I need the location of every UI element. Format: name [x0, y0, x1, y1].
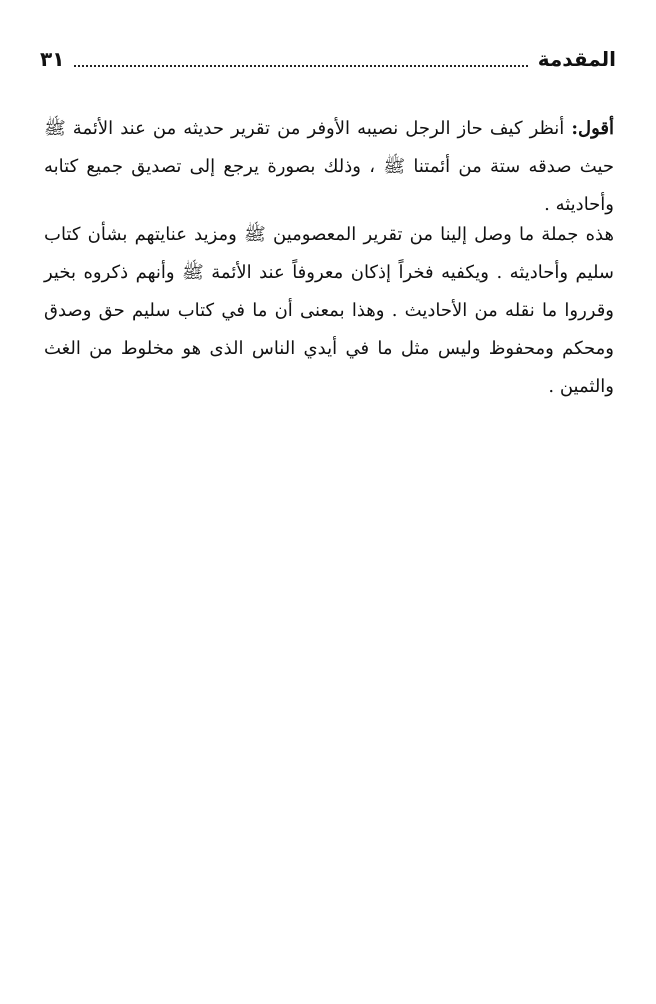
paragraph-1-text: أنظر كيف حاز الرجل نصيبه الأوفر من تقرير حديثه من عند الأئمة ﷺ حيث صدقه ستة من أئمتنا ﷺ ، وذلك بصورة يرجع إلى تصديق جميع كتابه وأحاديثه .: [44, 118, 614, 215]
running-header: [40, 44, 616, 74]
paragraph-2: هذه جملة ما وصل إلينا من تقرير المعصومين ﷺ ومزيد عنايتهم بشأن كتاب سليم وأحاديثه . ويكفيه فخراً إذكان معروفاً عند الأئمة ﷺ وأنهم ذكروه بخير وقرروا ما نقله من الأحاديث . وهذا بمعنى أن ما في كتاب سليم حق وصدق ومحكم ومحفوظ وليس مثل ما في أيدي الناس الذى هو مخلوط من الغث والثمين .: [44, 224, 614, 397]
chapter-title: المقدمة: [537, 47, 616, 71]
dotted-leader: [74, 51, 527, 67]
paragraph-1-lead: أقول:: [571, 118, 614, 139]
paragraph-1: [44, 110, 614, 224]
page-number: ٣١: [40, 47, 65, 71]
